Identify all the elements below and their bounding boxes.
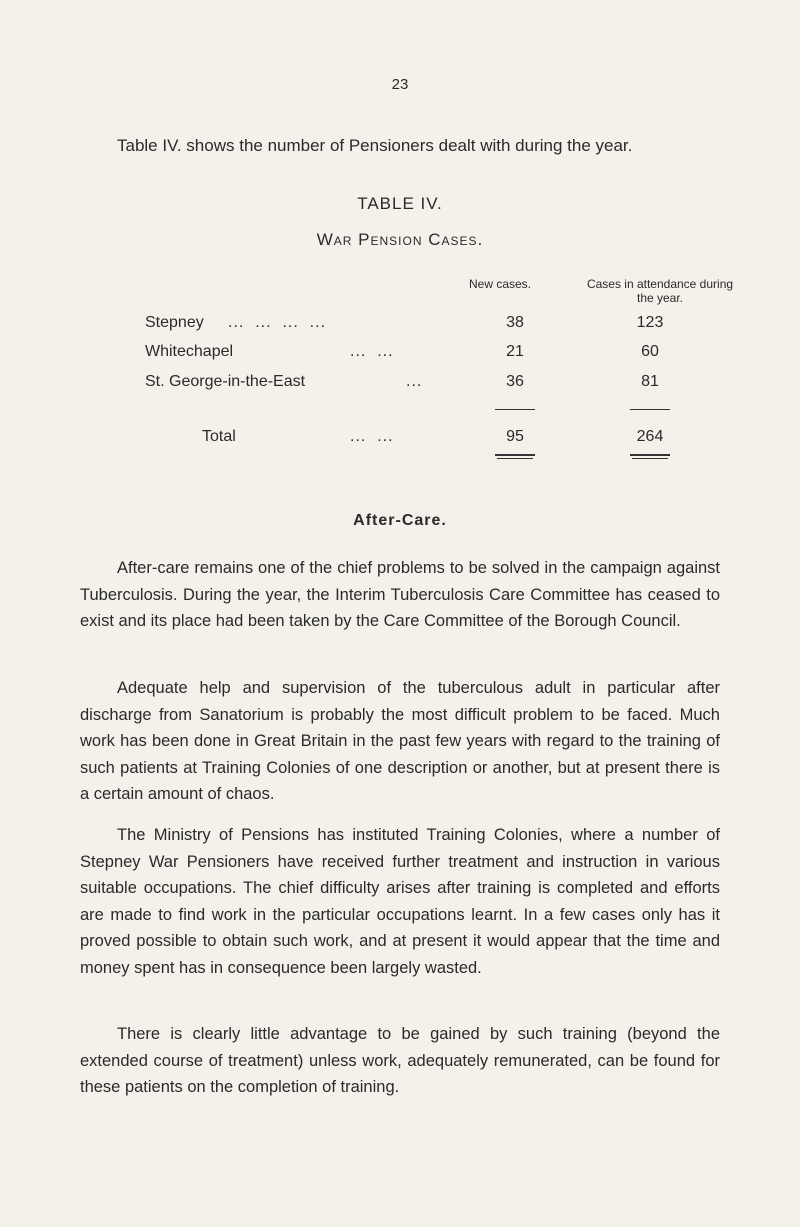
new-cases-value: 38 <box>506 314 524 331</box>
total-label: Total <box>202 428 236 445</box>
attendance-value: 81 <box>641 373 659 390</box>
row-label: St. George-in-the-East <box>145 373 306 390</box>
subtotal-rule-new <box>495 409 535 410</box>
total-rule-new-1 <box>495 454 535 456</box>
paragraph: The Ministry of Pensions has instituted Training Colonies, where a number of Stepney War Pensioners have received further treatment and instruction in various suitable occupations. The chief difficulty arises after training is completed and efforts are made to find work in the particular occupations learnt. In a few cases only has it proved possible to obtain such work, and at present it would appear that the time and money spent has in consequence been largely wasted. <box>80 826 720 977</box>
page-number: 23 <box>391 76 409 93</box>
total-new-cases: 95 <box>506 428 524 445</box>
row-label: Stepney <box>145 314 204 331</box>
table-title: TABLE IV. <box>357 194 443 213</box>
column-header-new-cases: New cases. <box>468 277 532 291</box>
total-rule-attendance-2 <box>632 458 668 459</box>
intro-text: Table IV. shows the number of Pensioners dealt with during the year. <box>117 136 633 155</box>
total-rule-new-2 <box>497 458 533 459</box>
leader-dots: ... ... ... ... <box>228 314 327 331</box>
attendance-value: 123 <box>636 314 664 331</box>
table-row-total <box>0 428 800 452</box>
total-rule-attendance-1 <box>630 454 670 456</box>
paragraph: There is clearly little advantage to be gained by such training (beyond the extended course of treatment) unless work, adequately remunerated, can be found for these patients on the completion of training. <box>80 1025 720 1096</box>
total-attendance: 264 <box>636 428 664 445</box>
table-subtitle: War Pension Cases. <box>316 230 484 249</box>
column-header-attendance: Cases in attendance during the year. <box>586 277 734 305</box>
leader-dots: ... <box>406 373 423 390</box>
new-cases-value: 21 <box>506 343 524 360</box>
paragraph: Adequate help and supervision of the tuberculous adult in particular after discharge from Sanatorium is probably the most difficult problem to be faced. Much work has been done in Great Britain in the past few years with regard to the training of such patients at Training Colonies of one description or another, but at present there is a certain amount of chaos. <box>80 679 720 803</box>
leader-dots: ... ... <box>350 428 394 445</box>
paragraph: After-care remains one of the chief problems to be solved in the campaign against Tuberculosis. During the year, the Interim Tuberculosis Care Committee has ceased to exist and its place had been taken by the Care Committee of the Borough Council. <box>80 559 720 630</box>
table-row-whitechapel <box>0 343 800 367</box>
leader-dots: ... ... <box>350 343 394 360</box>
row-label: Whitechapel <box>145 343 234 360</box>
subtotal-rule-attendance <box>630 409 670 410</box>
new-cases-value: 36 <box>506 373 524 390</box>
attendance-value: 60 <box>641 343 659 360</box>
section-heading: After-Care. <box>353 512 447 529</box>
table-row-st-george <box>0 373 800 397</box>
table-row-stepney <box>0 314 800 338</box>
